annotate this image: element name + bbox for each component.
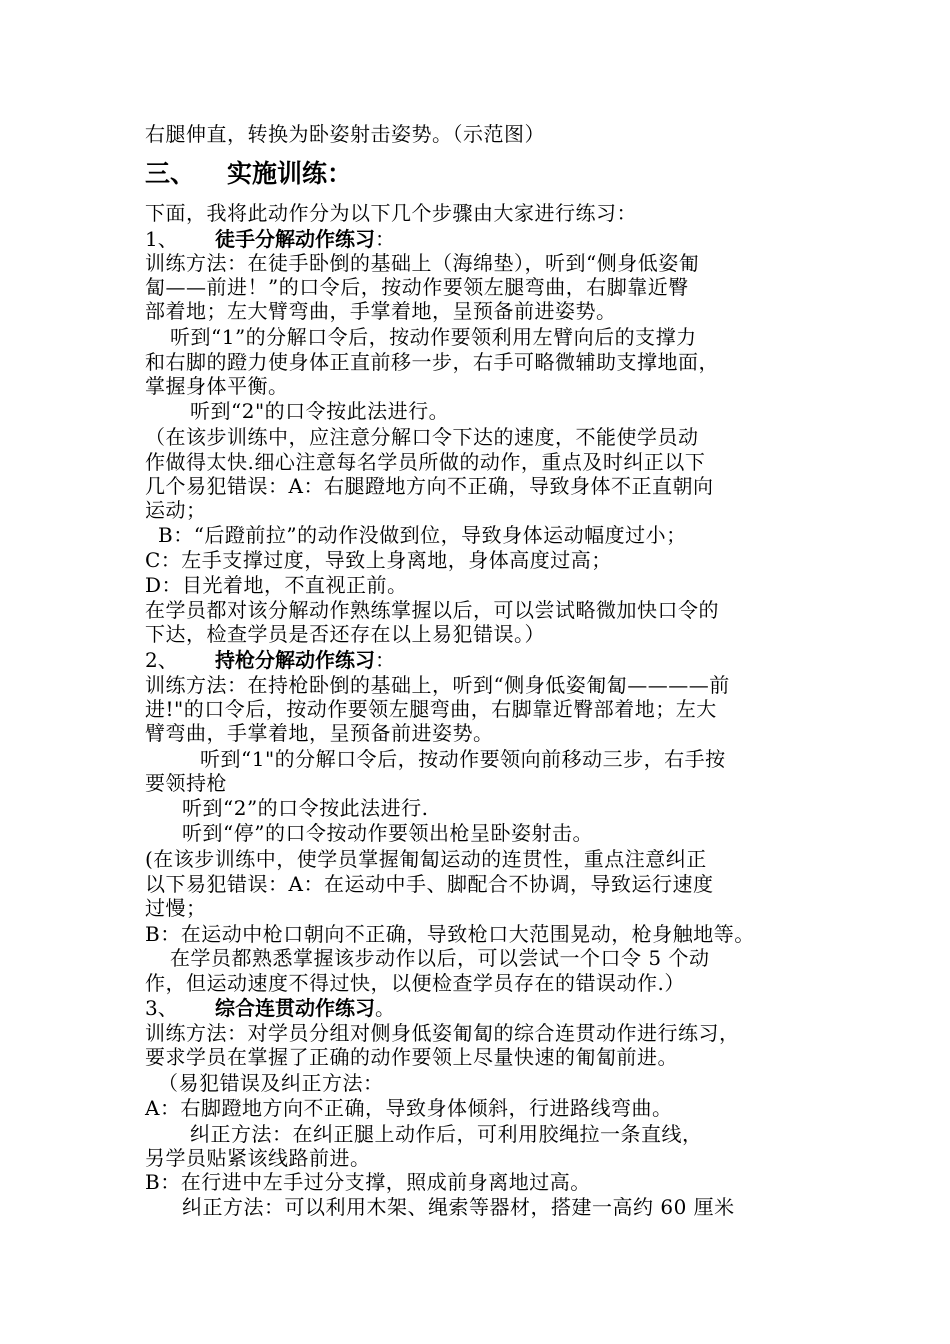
subsection-title: 徒手分解动作练习 bbox=[215, 227, 375, 251]
paragraph-line: 另学员贴紧该线路前进。 bbox=[145, 1146, 371, 1170]
paragraph-line: C：左手支撑过度，导致上身离地，身体高度过高； bbox=[145, 548, 612, 572]
paragraph-line: 下面，我将此动作分为以下几个步骤由大家进行练习： bbox=[145, 201, 637, 225]
paragraph-line: 作，但运动速度不得过快，以便检查学员存在的错误动作.） bbox=[145, 971, 685, 995]
paragraph-line: 和右脚的蹬力使身体正直前移一步，右手可略微辅助支撑地面， bbox=[145, 350, 719, 374]
section-title: 实施训练： bbox=[227, 159, 353, 188]
subsection-punct: ： bbox=[375, 648, 395, 672]
subsection-number: 3、 bbox=[145, 996, 178, 1020]
paragraph-line: 匐——前进！”的口令后，按动作要领左腿弯曲，右脚靠近臀 bbox=[145, 275, 689, 299]
subsection-heading-3 bbox=[145, 995, 395, 1021]
paragraph-line: 要求学员在掌握了正确的动作要领上尽量快速的匍匐前进。 bbox=[145, 1045, 678, 1069]
subsection-title: 持枪分解动作练习 bbox=[215, 648, 375, 672]
paragraph-line: 部着地；左大臂弯曲，手掌着地，呈预备前进姿势。 bbox=[145, 299, 617, 323]
subsection-heading-1 bbox=[145, 226, 395, 252]
paragraph-line: 训练方法：对学员分组对侧身低姿匍匐的综合连贯动作进行练习， bbox=[145, 1021, 740, 1045]
paragraph-line: 纠正方法：可以利用木架、绳索等器材，搭建一高约 60 厘米 bbox=[182, 1195, 735, 1219]
paragraph-line: 纠正方法：在纠正腿上动作后，可利用胶绳拉一条直线， bbox=[190, 1122, 703, 1146]
paragraph-line: 过慢； bbox=[145, 896, 207, 920]
paragraph-line: 运动； bbox=[145, 498, 207, 522]
paragraph-line: 掌握身体平衡。 bbox=[145, 374, 289, 398]
paragraph-line: 进!"的口令后，按动作要领左腿弯曲，右脚靠近臀部着地；左大 bbox=[145, 697, 717, 721]
paragraph-line: 听到“1”的分解口令后，按动作要领利用左臂向后的支撑力 bbox=[170, 325, 697, 349]
paragraph-line: B：在运动中枪口朝向不正确，导致枪口大范围晃动，枪身触地等。 bbox=[145, 922, 755, 946]
paragraph-line: （易犯错误及纠正方法： bbox=[158, 1071, 384, 1095]
paragraph-line: 下达，检查学员是否还存在以上易犯错误。） bbox=[145, 622, 545, 646]
section-heading bbox=[145, 158, 352, 190]
paragraph-line: 听到“2”的口令按此法进行. bbox=[182, 796, 429, 820]
paragraph-line: 在学员都熟悉掌握该步动作以后，可以尝试一个口令 5 个动 bbox=[170, 946, 710, 970]
paragraph-line: 听到“停”的口令按动作要领出枪呈卧姿射击。 bbox=[182, 821, 593, 845]
subsection-title: 综合连贯动作练习 bbox=[215, 996, 375, 1020]
paragraph-line: B：“后蹬前拉”的动作没做到位，导致身体运动幅度过小； bbox=[158, 523, 687, 547]
subsection-punct: 。 bbox=[375, 996, 395, 1020]
section-number: 三、 bbox=[145, 159, 196, 188]
subsection-heading-2 bbox=[145, 647, 395, 673]
paragraph-line: 以下易犯错误：A：在运动中手、脚配合不协调，导致运行速度 bbox=[145, 872, 714, 896]
paragraph-line: 几个易犯错误：A：右腿蹬地方向不正确，导致身体不正直朝向 bbox=[145, 474, 714, 498]
paragraph-line: 在学员都对该分解动作熟练掌握以后，可以尝试略微加快口令的 bbox=[145, 598, 719, 622]
paragraph-line: B：在行进中左手过分支撑，照成前身离地过高。 bbox=[145, 1170, 591, 1194]
paragraph-line: 听到“1"的分解口令后，按动作要领向前移动三步，右手按 bbox=[200, 747, 726, 771]
paragraph-line: （在该步训练中，应注意分解口令下达的速度，不能使学员动 bbox=[145, 425, 699, 449]
paragraph-line: A：右脚蹬地方向不正确，导致身体倾斜，行进路线弯曲。 bbox=[145, 1096, 673, 1120]
paragraph-line: 作做得太快.细心注意每名学员所做的动作，重点及时纠正以下 bbox=[145, 450, 706, 474]
paragraph-line: 训练方法：在徒手卧倒的基础上（海绵垫），听到“侧身低姿匍 bbox=[145, 251, 700, 275]
paragraph-line: (在该步训练中，使学员掌握匍匐运动的连贯性，重点注意纠正 bbox=[145, 847, 707, 871]
paragraph-line: 臂弯曲，手掌着地，呈预备前进姿势。 bbox=[145, 721, 494, 745]
paragraph-line: D：目光着地，不直视正前。 bbox=[145, 573, 408, 597]
paragraph-line: 要领持枪 bbox=[145, 771, 227, 795]
subsection-number: 2、 bbox=[145, 648, 178, 672]
subsection-punct: ： bbox=[375, 227, 395, 251]
subsection-number: 1、 bbox=[145, 227, 178, 251]
paragraph-line: 训练方法：在持枪卧倒的基础上，听到“侧身低姿匍匐————前 bbox=[145, 673, 730, 697]
paragraph-line: 右腿伸直，转换为卧姿射击姿势。（示范图） bbox=[145, 122, 545, 146]
paragraph-line: 听到“2"的口令按此法进行。 bbox=[190, 399, 450, 423]
